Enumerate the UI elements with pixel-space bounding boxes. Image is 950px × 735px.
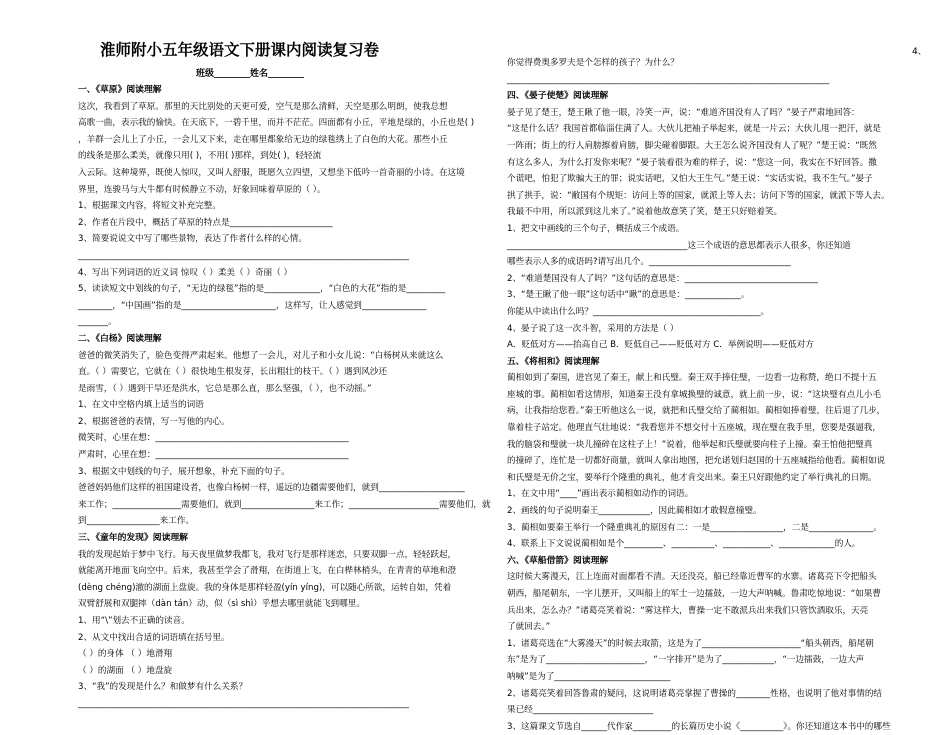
text-line: 3、“楚王瞅了他一眼”这句话中“瞅”的意思是：_____________。: [507, 290, 750, 301]
text-line: 到_________________来工作。: [78, 516, 195, 527]
text-line: 五、《将相和》阅读理解: [507, 356, 600, 367]
text-line: 2、“难道楚国没有人了吗？”这句话的意思是：_______________________________: [507, 273, 818, 284]
text-line: “这是什么话？我国首都临淄住满了人。大伙儿把袖子举起来，就是一片云；大伙儿甩一把汗，就是: [507, 124, 881, 135]
text-line: 4、写出下列词语的近义词 惊叹（ ）柔美（ ）奇丽（ ）: [78, 267, 293, 278]
text-line: 了就回去。”: [507, 622, 551, 633]
text-line: (dèng chéng)澈的湖面上盘旋。我的身体是那样轻盈(yín yíng)，可以随心所欲，运转自如，凭着: [78, 582, 452, 593]
right-content: [507, 55, 932, 735]
text-line: 果已经____________________________: [507, 705, 654, 716]
text-line: 蔺相如到了秦国，进宫见了秦王，献上和氏璧。秦王双手捧住璧，一边看一边称赞，绝口不提十五: [507, 373, 877, 384]
text-line: 和氏璧是无价之宝，要举行个隆重的典礼，他才肯交出来。秦王只好跟他约定了举行典礼的日期。: [507, 472, 877, 483]
text-line: 是雨雪，（ ）遇到干旱还是洪水，它总是那么直，那么坚强，（ ），也不动摇。”: [78, 383, 372, 394]
text-line: 1、用“\”划去不正确的读音。: [78, 616, 190, 626]
text-line: ___________________________________________________________________________: [507, 74, 830, 85]
text-line: _____________________________________________________________________________: [78, 698, 409, 709]
text-line: 的撞碎了，连忙是一切都好商量，就叫人拿出地图，把允诺划归赵国的十五座城指给他看。蔺相如说: [507, 456, 886, 467]
text-line: 1、根据课文内容，将短文补充完整。: [78, 201, 221, 212]
text-line: 我最不中用，所以派到这儿来了。”说着他故意笑了笑，楚王只好赔着笑。: [507, 207, 783, 218]
text-line: 5、读读短文中划线的句子，“无边的绿毯”指的是_____________，“白色的大花”指的是_________: [78, 284, 446, 295]
text-line: 一、《草原》阅读理解: [78, 85, 162, 95]
text-line: 朝西，船尾朝东，一字儿摆开，又叫船上的军士一边擂鼓，一边大声呐喊。鲁肃吃惊地说：“如果曹: [507, 589, 881, 599]
text-line: 我的脑袋和璧就一块儿撞碎在这柱子上！”说着，他举起和氏璧就要向柱子上撞。秦王怕他把璧真: [507, 439, 873, 450]
text-line: __________________________________________这三个成语的意思都表示人很多，你还知道: [507, 240, 851, 251]
text-line: 靠着柱子站定。他理直气壮地说：“我看您并不想交付十五座城，现在璧在我手里，您要是强逼我，: [507, 423, 881, 434]
text-line: 界里，连骏马与大牛都有时候静立不动，好象回味着草原的（ ）。: [78, 184, 326, 195]
text-line: 这次，我看到了草原。那里的天比别处的天更可爱，空气是那么清鲜，天空是那么明朗，使我总想: [78, 101, 448, 112]
left-content: [78, 82, 498, 713]
page-title: 淮师附小五年级语文下册课内阅读复习卷: [100, 41, 380, 59]
text-line: 爸爸的微笑消失了，脸色变得严肃起来。他想了一会儿，对儿子和小女儿说：“白杨树从来就这么: [78, 350, 444, 361]
text-line: 爸爸妈妈他们这样的祖国建设者，也像白杨树一样，遥远的边疆需要他们，就到____________________: [78, 483, 465, 494]
text-line: 的线条是那么柔美，就像只用( )，不用( )那样，到处( )，轻轻流: [78, 151, 322, 162]
text-line: 个谎吧，怕犯了欺骗大王的罪；说实话吧，又怕大王生气。”楚王说：“实话实说，我不生气。”晏子: [507, 174, 873, 185]
text-line: ，羊群一会儿上了小丘，一会儿又下来，走在哪里都象给无边的绿毯绣上了白色的大花。那些小丘: [78, 134, 448, 145]
text-line: 3、简要说说文中写了哪些景物，表达了作者什么样的心情。: [78, 234, 307, 245]
text-line: （ ）的湖面 （ ）地盘旋: [78, 665, 173, 676]
text-line: 哪些表示人多的成语吗?请写出几个。_________________________________: [507, 257, 791, 268]
page-number: 4、: [912, 47, 927, 57]
text-line: 3、蔺相如要秦王举行一个隆重典礼的原因有二：一是_________________，二是_______________。: [507, 522, 883, 533]
text-line: 1、在文中用“____”画出表示蔺相如动作的词语。: [507, 489, 694, 500]
text-line: 1、诸葛亮选在“大雾漫天”的时候去取箭，这是为了_______________________“船头朝西，船尾朝: [507, 638, 874, 649]
text-line: 病，让我指给您看。”秦王听他这么一说，就把和氏璧交给了蔺相如。蔺相如捧着璧，往后退了几步，: [507, 406, 886, 417]
text-line: 微笑时，心里在想：_____________________________________________: [78, 433, 349, 444]
text-line: 六、《草船借箭》阅读理解: [507, 555, 609, 566]
text-line: _____________________________________________________________________________: [78, 250, 409, 261]
text-line: （ ）的身体 （ ）地滑翔: [78, 649, 173, 660]
text-line: 呐喊”是为了___________________________: [507, 671, 671, 682]
text-line: 东”是为了_______________________，“一字排开”是为了____________，“一边擂鼓，一边大声: [507, 655, 865, 666]
text-line: 2、作者在片段中，概括了草原的特点是________________________: [78, 217, 333, 228]
text-line: _______。: [78, 317, 117, 328]
text-line: 你能从中读出什么吗？_______________________________________。: [507, 306, 770, 317]
text-line: ________，“中国画”指的是______________________，这样写，让人感觉到_______________: [78, 300, 427, 311]
text-line: 拱了拱手，说：“敝国有个规矩：访问上等的国家，就派上等人去；访问下等的国家，就派下等人去。: [507, 190, 890, 201]
text-line: 严肃时，心里在想：_____________________________________________: [78, 450, 349, 461]
text-line: 三、《童年的发现》阅读理解: [78, 533, 188, 544]
text-line: 入云际。这种境界，既使人惊叹，又叫人舒服，既愿久立四望，又想坐下低吟一首奇丽的小诗。在这境: [78, 167, 465, 178]
text-line: 二、《白杨》阅读理解: [78, 333, 162, 344]
text-line: 3、“我”的发现是什么？和做梦有什么关系？: [78, 682, 248, 693]
text-line: 1、把文中画线的三个句子，概括成三个成语。: [507, 223, 685, 234]
text-line: 双臂舒展和双腿摔（dàn tán）动，似（sì shì）乎想去哪里就能飞到哪里。: [78, 599, 365, 610]
text-line: 来工作；________________需要他们，就到_________________来工作；_____________________需要他们，就: [78, 499, 491, 510]
class-name-line: 班级________姓名________: [196, 69, 305, 79]
text-line: 座城的事。蔺相如看这情形，知道秦王没有拿城换璧的诚意，就上前一步，说：“这块璧有点儿小毛: [507, 389, 881, 400]
text-line: 你觉得费奥多罗夫是个怎样的孩子？为什么？: [507, 58, 679, 68]
text-line: 3、这篇课文节选自______代作家_________的长篇历史小说《__________》。你还知道这本书中的哪些: [507, 721, 891, 732]
text-line: 2、画线的句子说明秦王____________，因此蔺相如才敢假意撞璧。: [507, 506, 762, 517]
text-line: 1、在文中空格内填上适当的词语: [78, 400, 204, 411]
text-line: 4、晏子说了这一次斗智，采用的方法是（ ）: [507, 323, 679, 334]
text-line: 直。（ ）需要它，它就在（ ）很快地生根发芽，长出粗壮的枝干。（ ）遇到风沙还: [78, 367, 387, 378]
text-line: 四、《晏子使楚》阅读理解: [507, 91, 609, 102]
text-line: 我的发现起始于梦中飞行。每天夜里做梦我都飞，我对飞行是那样迷恋，只要双脚一点，轻轻跃起，: [78, 549, 457, 560]
text-line: 高歌一曲，表示我的愉快。在天底下，一碧千里，而并不茫茫。四面都有小丘，平地是绿的，小丘也是( ): [78, 118, 475, 129]
text-line: 2、从文中找出合适的词语填在括号里。: [78, 632, 230, 643]
text-line: 就能离开地面飞向空中。后来，我甚至学会了滑翔，在街道上飞，在白桦林梢头，在青青的草地和澄: [78, 566, 457, 577]
text-line: 这时候大雾漫天，江上连面对面都看不清。天还没亮，船已经靠近曹军的水寨。诸葛亮下令把船头: [507, 572, 877, 583]
text-line: 4、联系上下文说说蔺相如是个_________、__________、___________、_____________的人。: [507, 539, 861, 550]
text-line: 一阵雨；街上的行人肩膀擦着肩膀，脚尖碰着脚跟。大王怎么说齐国没有人了呢？”楚王说：“既然: [507, 140, 877, 151]
text-line: 晏子见了楚王，楚王瞅了他一眼，冷笑一声，说：“难道齐国没有人了吗？”晏子严肃地回答：: [507, 107, 860, 118]
text-line: 兵出来，怎么办？”诸葛亮笑着说：“雾这样大，曹操一定不敢派兵出来我们只管饮酒取乐，天亮: [507, 605, 869, 616]
text-line: 2、根据爸爸的表情，写一写他的内心。: [78, 416, 230, 427]
text-line: 有这么多人，为什么打发你来呢？”晏子装着很为难的样子，说：“您这一问，我实在不好回答。撒: [507, 157, 877, 168]
text-line: 3、根据文中划线的句子，展开想象，补充下面的句子。: [78, 466, 290, 477]
text-line: A．贬低对方——抬高自己 B．贬低自己——贬低对方 C．举例说明——贬低对方: [507, 340, 814, 351]
text-line: 2、诸葛亮笑着回答鲁肃的疑问，这说明诸葛亮掌握了曹操的________性格，也说明了他对事情的结: [507, 688, 883, 699]
